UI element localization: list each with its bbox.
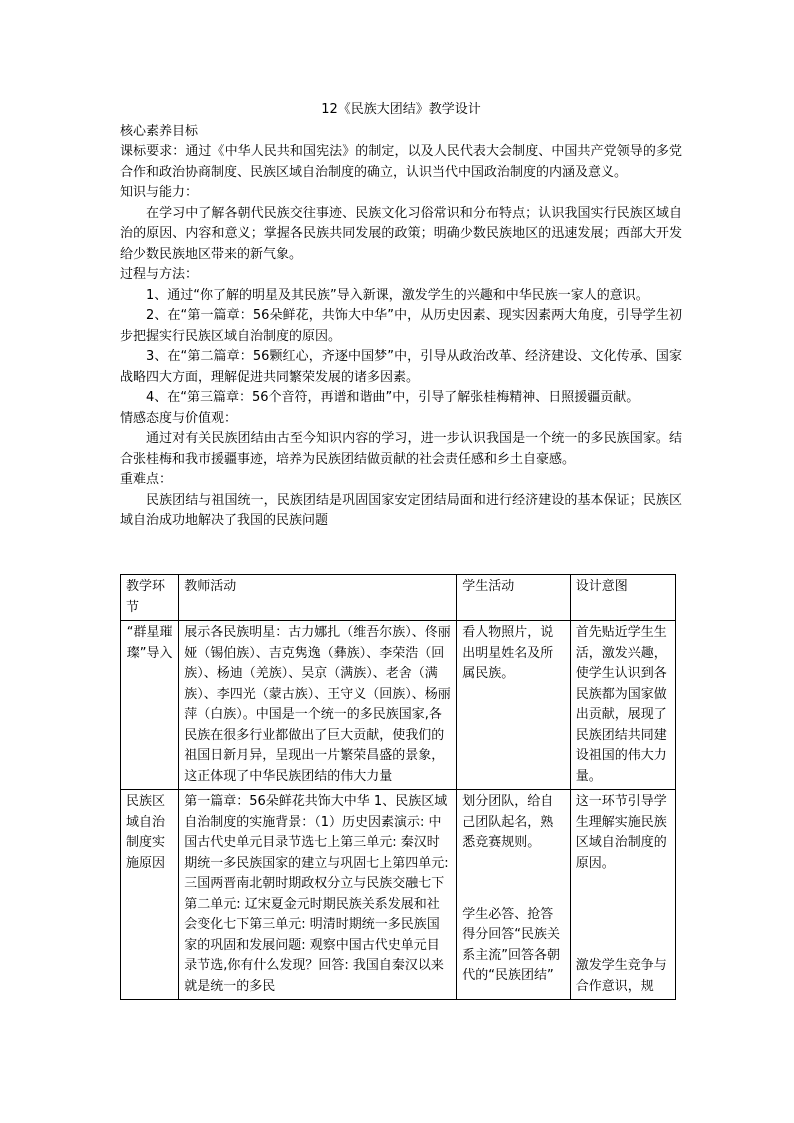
knowledge-text: 在学习中了解各朝代民族交往事迹、民族文化习俗常识和分布特点；认识我国实行民族区域自治的原因、内容和意义；掌握各民族共同发展的政策；明确少数民族地区的迅速发展；西部大开发给少数民族地区带来的新气象。	[120, 205, 682, 262]
row2-student	[457, 790, 570, 1000]
header-teacher: 教师活动	[179, 575, 457, 621]
row1-teacher: 展示各民族明星：古力娜扎（维吾尔族）、佟丽娅（锡伯族）、吉克隽逸（彝族）、李荣浩（回族）、杨迪（羌族）、吴京（满族）、老舍（满族）、李四光（蒙古族）、王守义（回族）、杨丽萍（白族）。中国是一个统一的多民族国家,各民族在很多行业都做出了巨大贡献，使我们的祖国日新月异，呈现出一片繁荣昌盛的景象，这正体现了中华民族团结的伟大力量	[179, 621, 457, 790]
row2-teacher: 第一篇章：56朵鲜花共饰大中华 1、民族区域自治制度的实施背景：（1）历史因素演示: 中国古代史单元目录节选七上第三单元: 秦汉时期统一多民族国家的建立与巩固七上第四单元: 三国两晋南北朝时期政权分立与民族交融七下第二单元: 辽宋夏金元时期民族关系发展和社会变化七下第三单元: 明清时期统一多民族国家的巩固和发展问题: 观察中国古代史单元目录节选,你有什么发现？回答: 我国自秦汉以来就是统一的多民	[179, 790, 457, 1000]
row1-design: 首先贴近学生生活，激发兴趣，使学生认识到各民族都为国家做出贡献，展现了民族团结共同建设祖国的伟大力量。	[570, 621, 675, 790]
document-title: 12《民族大团结》教学设计	[321, 102, 481, 117]
table-header-row	[121, 575, 676, 621]
row2-design-b: 激发学生竞争与合作意识，规	[575, 958, 667, 994]
difficulty-text: 民族团结与祖国统一，民族团结是巩固国家安定团结局面和进行经济建设的基本保证；民族区域自治成功地解决了我国的民族问题	[120, 492, 682, 528]
row2-student-a: 划分团队，给自己团队起名，熟悉竞赛规则。	[462, 794, 554, 850]
process-item: 3、在“第二篇章：56颗红心，齐逐中国梦”中，引导从政治改革、经济建设、文化传承、国家战略四大方面，理解促进共同繁荣发展的诸多因素。	[120, 349, 682, 385]
difficulty-heading: 重难点：	[120, 472, 173, 487]
header-stage: 教学环节	[121, 575, 179, 621]
spacer	[462, 854, 564, 905]
document-body	[120, 100, 682, 532]
process-heading: 过程与方法：	[120, 267, 199, 282]
table-row	[121, 790, 676, 1000]
row1-student: 看人物照片，说出明星姓名及所属民族。	[457, 621, 570, 790]
spacer	[576, 874, 670, 956]
header-student: 学生活动	[457, 575, 570, 621]
process-item: 2、在“第一篇章：56朵鲜花，共饰大中华”中，从历史因素、现实因素两大角度，引导学生初步把握实行民族区域自治制度的原因。	[120, 308, 682, 344]
knowledge-heading: 知识与能力：	[120, 185, 199, 200]
row2-design-a: 这一环节引导学生理解实施民族区域自治制度的原因。	[575, 794, 667, 871]
row2-design	[570, 790, 675, 1000]
process-item: 1、通过“你了解的明星及其民族”导入新课，激发学生的兴趣和中华民族一家人的意识。	[146, 287, 649, 303]
row2-student-b: 学生必答、抢答得分回答“民族关系主流”回答各朝代的“民族团结”	[462, 906, 560, 983]
attitude-heading: 情感态度与价值观：	[120, 410, 238, 426]
header-design: 设计意图	[570, 575, 675, 621]
lesson-plan-table	[120, 574, 676, 1000]
section-core-goals: 核心素养目标	[120, 123, 199, 139]
row1-stage: “群星璀璨”导入	[121, 621, 179, 790]
curriculum-requirement: 课标要求：通过《中华人民共和国宪法》的制定，以及人民代表大会制度、中国共产党领导的多党合作和政治协商制度、民族区域自治制度的确立，认识当代中国政治制度的内涵及意义。	[120, 144, 682, 180]
table-row	[121, 621, 676, 790]
row2-stage: 民族区域自治制度实施原因	[121, 790, 179, 1000]
attitude-text: 通过对有关民族团结由古至今知识内容的学习，进一步认识我国是一个统一的多民族国家。结合张桂梅和我市援疆事迹，培养为民族团结做贡献的社会责任感和乡土自豪感。	[120, 431, 682, 467]
process-item: 4、在“第三篇章：56个音符，再谱和谐曲”中，引导了解张桂梅精神、日照援疆贡献。	[146, 390, 640, 405]
